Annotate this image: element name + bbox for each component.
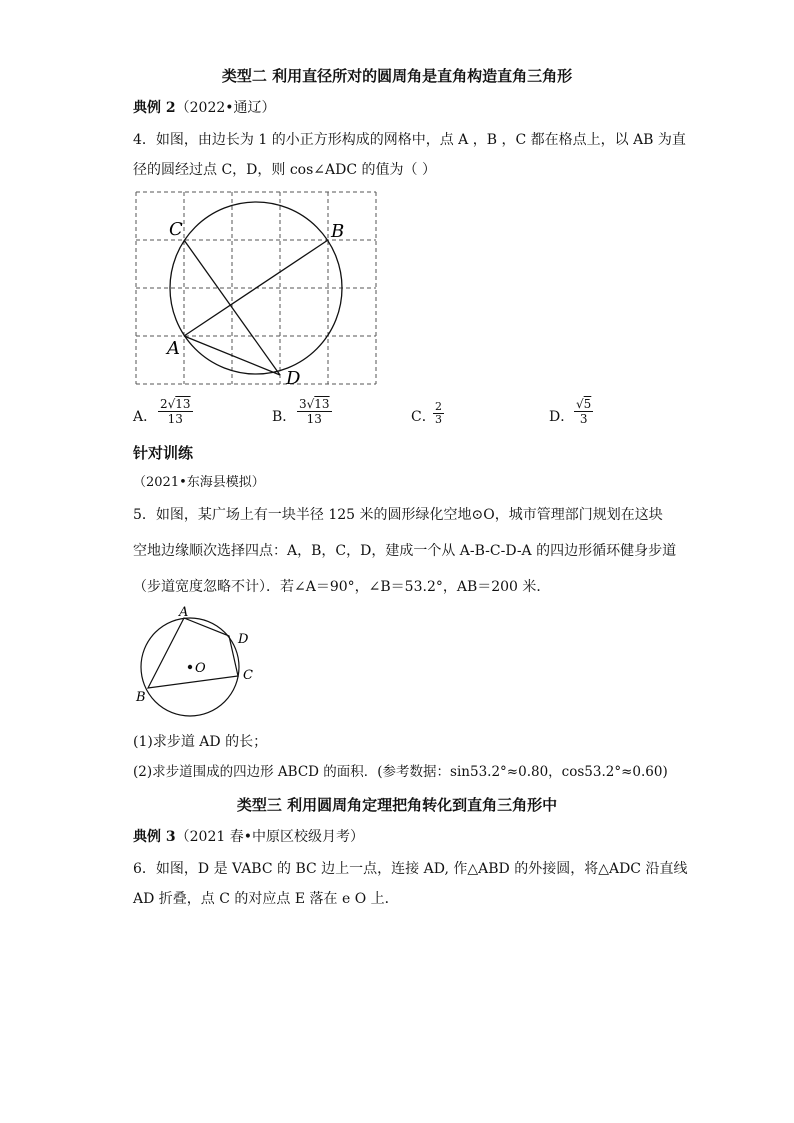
q5-sub1: (1)求步道 AD 的长； <box>133 734 268 750</box>
q4-label-a: A <box>167 338 180 359</box>
example2-line <box>133 98 276 118</box>
q4-option-b-fraction: $\frac{3√13}{13}$ <box>299 397 330 426</box>
q4-option-a-letter: A． <box>133 409 158 425</box>
q5-circle-figure <box>134 603 264 718</box>
q4-option-c-fraction: $\frac{2}{3}$ <box>435 400 442 426</box>
q5-label-d: D <box>238 632 249 647</box>
q6-line1: 6．如图，D 是 VABC 的 BC 边上一点，连接 AD, 作△ABD 的外接圆，将△ADC 沿直线 <box>133 861 688 877</box>
q4-grid-circle-figure <box>136 192 378 389</box>
q4-line2: 径的圆经过点 C，D，则 cos∠ADC 的值为（ ） <box>133 162 436 178</box>
q4-option-c-letter: C． <box>411 409 436 425</box>
section-heading-type2: 类型二 利用直径所对的圆周角是直角构造直角三角形 <box>221 67 573 85</box>
example2-source: （2022•通辽） <box>175 100 276 116</box>
q5-label-c: C <box>243 668 253 683</box>
q5-sub2: (2)求步道围成的四边形 ABCD 的面积．(参考数据：sin53.2°≈0.80，cos53.2°≈0.60) <box>133 764 668 780</box>
q5-line2: 空地边缘顺次选择四点：A，B，C，D，建成一个从 A-B-C-D-A 的四边形循环健身步道 <box>133 543 677 559</box>
example2-label: 典例 2 <box>133 100 176 116</box>
section-heading-type3: 类型三 利用圆周角定理把角转化到直角三角形中 <box>236 796 558 814</box>
q4-option-d-letter: D． <box>549 409 575 425</box>
example3-source: （2021 春•中原区校级月考） <box>175 829 364 845</box>
q4-option-b-letter: B． <box>272 409 297 425</box>
q5-label-a: A <box>179 605 189 620</box>
example3-label: 典例 3 <box>133 829 176 845</box>
q5-line3: （步道宽度忽略不计）．若∠A＝90°，∠B＝53.2°，AB＝200 米． <box>133 579 551 595</box>
q4-label-d: D <box>286 368 301 389</box>
q4-option-d-fraction: $\frac{√5}{3}$ <box>576 397 592 426</box>
practice-title: 针对训练 <box>133 444 194 462</box>
q5-line1: 5．如图，某广场上有一块半径 125 米的圆形绿化空地⊙O，城市管理部门规划在这块 <box>133 507 663 523</box>
q5-quadrilateral-abcd <box>148 618 238 688</box>
q5-label-o: O <box>195 661 206 676</box>
q6-line2: AD 折叠，点 C 的对应点 E 落在 e O 上． <box>133 891 399 907</box>
q5-center-dot <box>188 665 192 669</box>
q4-option-a-fraction: $\frac{2√13}{13}$ <box>160 397 191 426</box>
practice-source: （2021•东海县模拟） <box>133 475 265 490</box>
example3-line <box>133 827 364 847</box>
q4-label-b: B <box>331 221 345 242</box>
q5-label-b: B <box>136 690 146 705</box>
q4-label-c: C <box>169 219 183 240</box>
q4-line1: 4．如图，由边长为 1 的小正方形构成的网格中，点 A ，B ，C 都在格点上，以 AB 为直 <box>133 132 686 148</box>
